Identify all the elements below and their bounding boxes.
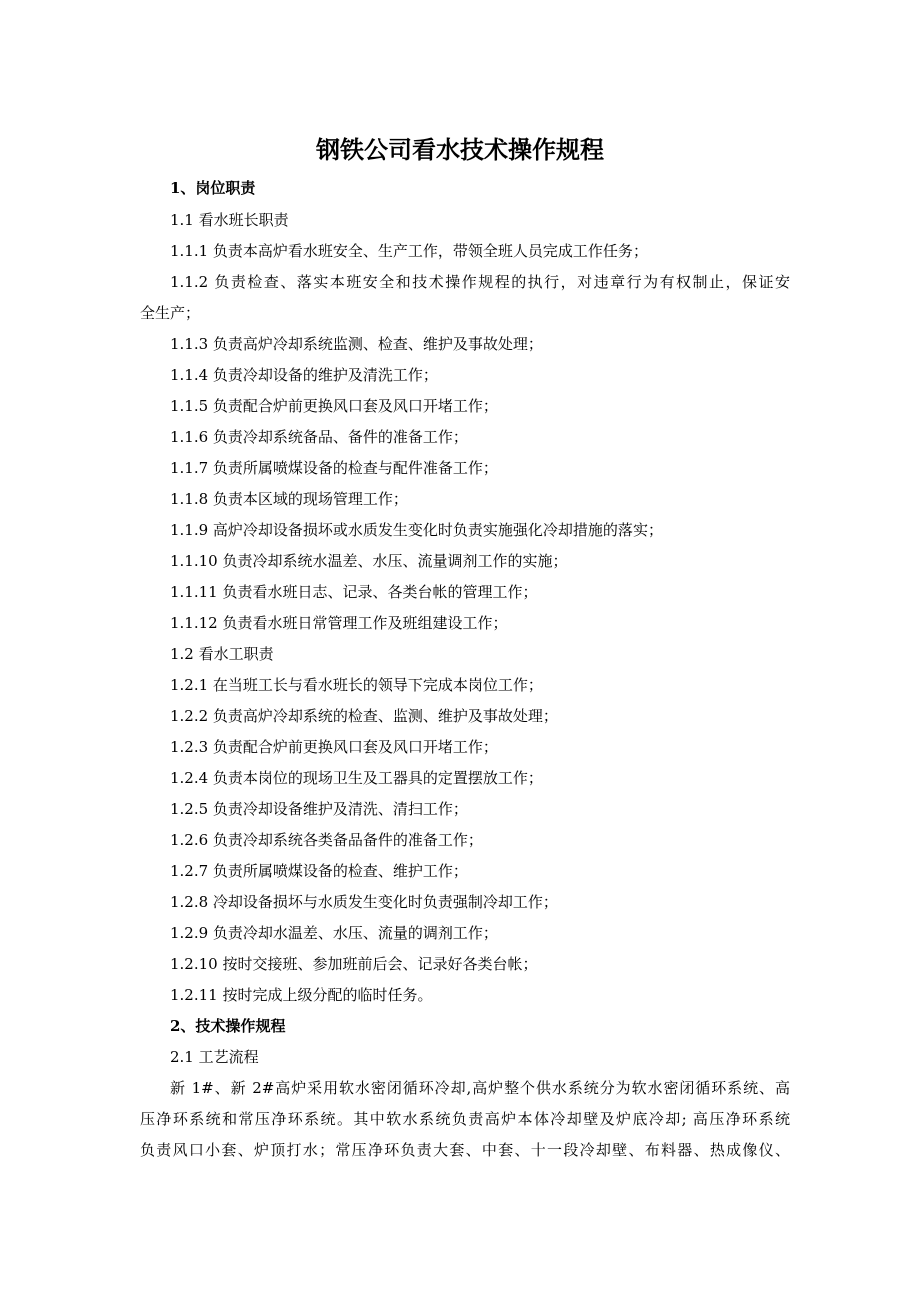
subsection-heading-1-2: 1.2 看水工职责 bbox=[170, 645, 274, 663]
paragraph-line: 1.1.4 负责冷却设备的维护及清洗工作； bbox=[170, 366, 438, 384]
subsection-heading-1-1: 1.1 看水班长职责 bbox=[170, 211, 289, 229]
paragraph-line: 1.1.12 负责看水班日常管理工作及班组建设工作； bbox=[170, 614, 508, 632]
section-heading-1: 1、岗位职责 bbox=[170, 179, 256, 197]
paragraph-line: 压净环系统和常压净环系统。其中软水系统负责高炉本体冷却壁及炉底冷却; 高压净环系统 bbox=[140, 1110, 790, 1128]
paragraph-line: 1.2.4 负责本岗位的现场卫生及工器具的定置摆放工作； bbox=[170, 769, 543, 787]
paragraph-line: 1.1.5 负责配合炉前更换风口套及风口开堵工作； bbox=[170, 397, 498, 415]
paragraph-line: 1.1.8 负责本区域的现场管理工作； bbox=[170, 490, 408, 508]
paragraph-line: 1.1.11 负责看水班日志、记录、各类台帐的管理工作； bbox=[170, 583, 538, 601]
paragraph-line: 1.2.8 冷却设备损坏与水质发生变化时负责强制冷却工作； bbox=[170, 893, 558, 911]
paragraph-line: 1.2.7 负责所属喷煤设备的检查、维护工作； bbox=[170, 862, 468, 880]
paragraph-line: 1.2.1 在当班工长与看水班长的领导下完成本岗位工作； bbox=[170, 676, 543, 694]
subsection-heading-2-1: 2.1 工艺流程 bbox=[170, 1048, 259, 1066]
paragraph-line: 负责风口小套、炉顶打水；常压净环负责大套、中套、十一段冷却壁、布料器、热成像仪、 bbox=[140, 1141, 790, 1159]
paragraph-line: 1.1.6 负责冷却系统备品、备件的准备工作； bbox=[170, 428, 468, 446]
paragraph-line: 1.1.1 负责本高炉看水班安全、生产工作，带领全班人员完成工作任务； bbox=[170, 242, 648, 260]
paragraph-line: 1.2.9 负责冷却水温差、水压、流量的调剂工作； bbox=[170, 924, 498, 942]
paragraph-line: 1.1.2 负责检查、落实本班安全和技术操作规程的执行，对违章行为有权制止，保证安 bbox=[170, 273, 790, 291]
paragraph-line: 1.1.10 负责冷却系统水温差、水压、流量调剂工作的实施； bbox=[170, 552, 568, 570]
document-title: 钢铁公司看水技术操作规程 bbox=[316, 135, 604, 164]
paragraph-line: 1.2.6 负责冷却系统各类备品备件的准备工作； bbox=[170, 831, 483, 849]
paragraph-line: 1.1.7 负责所属喷煤设备的检查与配件准备工作； bbox=[170, 459, 498, 477]
paragraph-line: 1.2.5 负责冷却设备维护及清洗、清扫工作； bbox=[170, 800, 468, 818]
paragraph-line: 1.2.2 负责高炉冷却系统的检查、监测、维护及事故处理； bbox=[170, 707, 558, 725]
paragraph-line: 1.1.9 高炉冷却设备损坏或水质发生变化时负责实施强化冷却措施的落实； bbox=[170, 521, 663, 539]
paragraph-line: 新 1#、新 2#高炉采用软水密闭循环冷却,高炉整个供水系统分为软水密闭循环系统、高 bbox=[170, 1079, 790, 1097]
paragraph-line: 1.2.11 按时完成上级分配的临时任务。 bbox=[170, 986, 433, 1004]
paragraph-line: 1.2.10 按时交接班、参加班前后会、记录好各类台帐； bbox=[170, 955, 538, 973]
paragraph-line: 全生产； bbox=[140, 304, 201, 322]
paragraph-line: 1.1.3 负责高炉冷却系统监测、检查、维护及事故处理； bbox=[170, 335, 543, 353]
paragraph-line: 1.2.3 负责配合炉前更换风口套及风口开堵工作； bbox=[170, 738, 498, 756]
section-heading-2: 2、技术操作规程 bbox=[170, 1017, 286, 1035]
